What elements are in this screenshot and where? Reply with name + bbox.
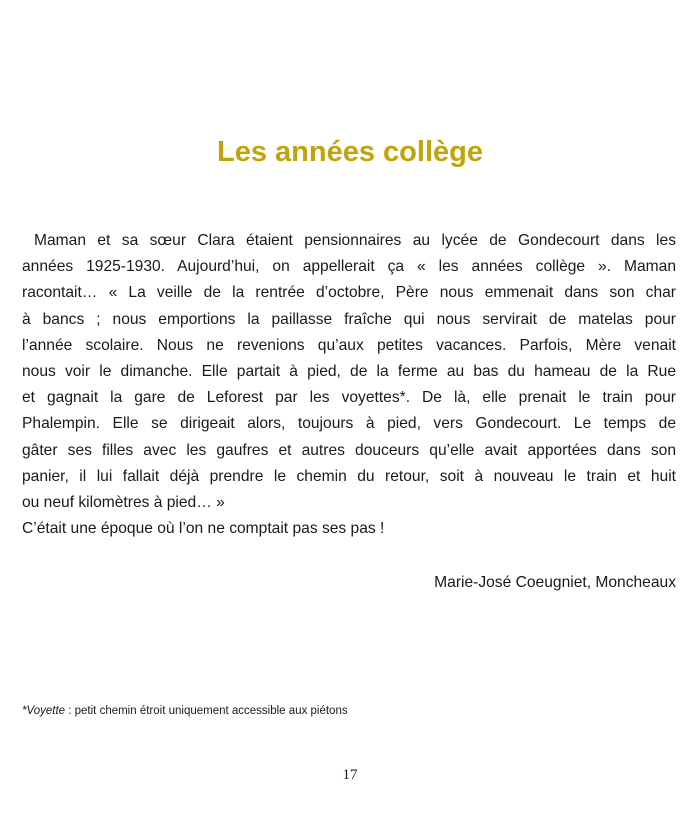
body-line: à bancs ; nous emportions la paillasse fraîche qui nous servirait de matelas pour bbox=[22, 310, 676, 328]
body-line: années 1925-1930. Aujourd’hui, on appellerait ça « les années collège ». Maman bbox=[22, 258, 676, 276]
body-line: C’était une époque où l’on ne comptait pas ses pas ! bbox=[22, 520, 385, 538]
body-line: racontait… « La veille de la rentrée d’octobre, Père nous emmenait dans son char bbox=[22, 284, 676, 302]
footnote-term: *Voyette bbox=[22, 705, 66, 717]
body-line: Maman et sa sœur Clara étaient pensionnaires au lycée de Gondecourt dans les bbox=[34, 232, 676, 249]
body-line: et gagnait la gare de Leforest par les voyettes*. De là, elle prenait le train pour bbox=[22, 389, 676, 407]
body-line: gâter ses filles avec les gaufres et autres douceurs qu’elle avait apportées dans son bbox=[22, 441, 676, 459]
body-line: l’année scolaire. Nous ne revenions qu’aux petites vacances. Parfois, Mère venait bbox=[22, 336, 676, 354]
body-line: nous voir le dimanche. Elle partait à pied, de la ferme au bas du hameau de la Rue bbox=[22, 363, 676, 381]
chapter-title: Les années collège bbox=[217, 136, 483, 168]
body-line: ou neuf kilomètres à pied… » bbox=[22, 494, 225, 512]
body-line: panier, il lui fallait déjà prendre le chemin du retour, soit à nouveau le train et huit bbox=[22, 467, 676, 485]
footnote bbox=[22, 705, 348, 717]
body-line: Phalempin. Elle se dirigeait alors, toujours à pied, vers Gondecourt. Le temps de bbox=[22, 415, 676, 433]
page-number: 17 bbox=[342, 767, 358, 783]
footnote-definition: : petit chemin étroit uniquement accessible aux piétons bbox=[65, 705, 348, 717]
body-text bbox=[22, 228, 676, 542]
author-signature: Marie-José Coeugniet, Moncheaux bbox=[434, 574, 676, 591]
